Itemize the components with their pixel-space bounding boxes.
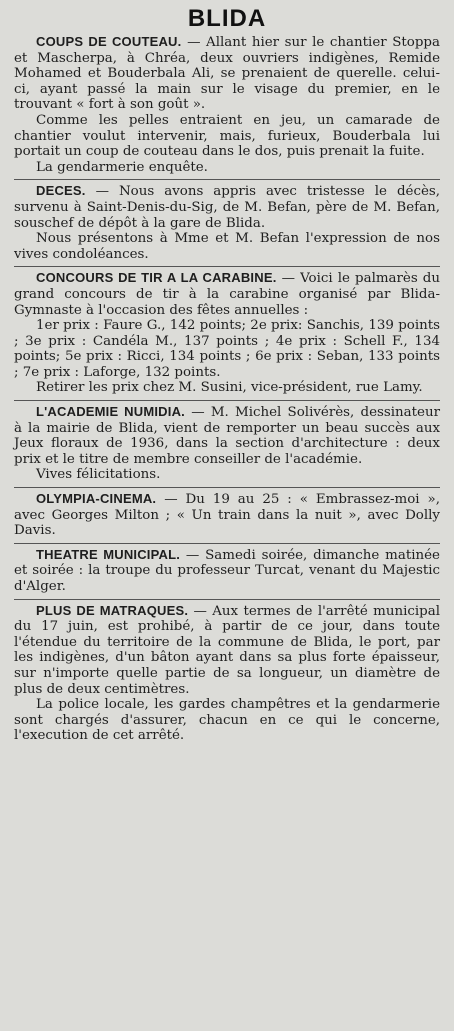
article-heading: OLYMPIA-CINEMA. — [36, 491, 157, 507]
article-academie-numidia — [14, 404, 440, 483]
divider — [14, 599, 440, 600]
article-coups-de-couteau — [14, 34, 440, 175]
article-theatre-municipal — [14, 547, 440, 595]
paragraph-text: — Allant hier sur le chantier Stoppa et Mascherpa, à Chréa, deux ouvriers indigènes, Remide Mohamed et Bouderbala Ali, se prenaient de querelle. celui-ci, ayant passé la main sur le visage du premier, en le trouvant « fort à son goût ». — [14, 35, 440, 113]
article-paragraph: Retirer les prix chez M. Susini, vice-président, rue Lamy. — [36, 380, 423, 396]
article-paragraph: La gendarmerie enquête. — [36, 159, 208, 175]
article-paragraph: Comme les pelles entraient en jeu, un camarade de chantier voulut intervenir, mais, furieux, Bouderbala lui portait un coup de couteau dans le dos, puis prenait la fuite. — [14, 112, 440, 160]
paragraph-text: — Aux termes de l'arrêté municipal du 17 juin, est prohibé, à partir de ce jour, dans toute l'étendue du territoire de la commune de Blida, le port, par les indigènes, d'un bâton ayant dans sa plus forte épaisseur, sur n'importe quelle partie de sa longueur, un diamètre de plus de deux centimètres. — [14, 603, 440, 697]
article-deces — [14, 183, 440, 262]
divider — [14, 487, 440, 488]
article-paragraph — [14, 547, 440, 595]
article-paragraph: 1er prix : Faure G., 142 points; 2e prix: Sanchis, 139 points ; 3e prix : Candéla M., 137 points ; 4e prix : Schell F., 134 points; 5e prix : Ricci, 134 points ; 6e prix : Seban, 133 points ; 7e prix : Laforge, 132 points. — [14, 318, 440, 380]
article-concours-tir — [14, 270, 440, 396]
article-paragraph — [14, 183, 440, 231]
article-paragraph — [14, 603, 440, 698]
article-heading: PLUS DE MATRAQUES. — [36, 602, 189, 618]
section-title: BLIDA — [187, 5, 267, 32]
article-heading: L'ACADEMIE NUMIDIA. — [36, 404, 185, 420]
article-paragraph — [14, 270, 440, 318]
divider — [14, 543, 440, 544]
divider — [14, 179, 440, 180]
article-paragraph: Nous présentons à Mme et M. Befan l'expression de nos vives condoléances. — [14, 231, 440, 262]
article-olympia-cinema — [14, 491, 440, 539]
article-paragraph — [14, 34, 440, 113]
article-heading: CONCOURS DE TIR A LA CARABINE. — [36, 270, 277, 286]
article-heading: DECES. — [36, 183, 86, 199]
paragraph-text: — Voici le palmarès du grand concours de tir à la carabine organisé par Blida-Gymnaste à l'occasion des fêtes annuelles : — [14, 271, 441, 318]
article-paragraph — [14, 491, 440, 539]
article-heading: COUPS DE COUTEAU. — [36, 34, 182, 49]
divider — [14, 400, 440, 401]
article-heading: THEATRE MUNICIPAL. — [36, 546, 181, 562]
article-matraques — [14, 603, 440, 744]
article-paragraph: La police locale, les gardes champêtres et la gendarmerie sont chargés d'assurer, chacun en ce qui le concerne, l'execution de cet arrêté. — [14, 697, 440, 744]
paragraph-text: — M. Michel Solivérès, dessinateur à la mairie de Blida, vient de remporter un beau succès aux Jeux floraux de 1936, dans la section d'architecture : deux prix et le titre de membre conseiller de l'académie. — [14, 405, 440, 467]
paragraph-text: — Nous avons appris avec tristesse le décès, survenu à Saint-Denis-du-Sig, de M. Befan, père de M. Befan, souschef de dépôt à la gare de Blida. — [14, 184, 440, 231]
paragraph-text: — Du 19 au 25 : « Embrassez-moi », avec Georges Milton ; « Un train dans la nuit », avec Dolly Davis. — [14, 492, 440, 539]
article-paragraph: Vives félicitations. — [36, 467, 161, 483]
article-paragraph — [14, 404, 440, 467]
paragraph-text: — Samedi soirée, dimanche matinée et soirée : la troupe du professeur Turcat, venant du Majestic d'Alger. — [14, 547, 440, 594]
divider — [14, 266, 440, 267]
